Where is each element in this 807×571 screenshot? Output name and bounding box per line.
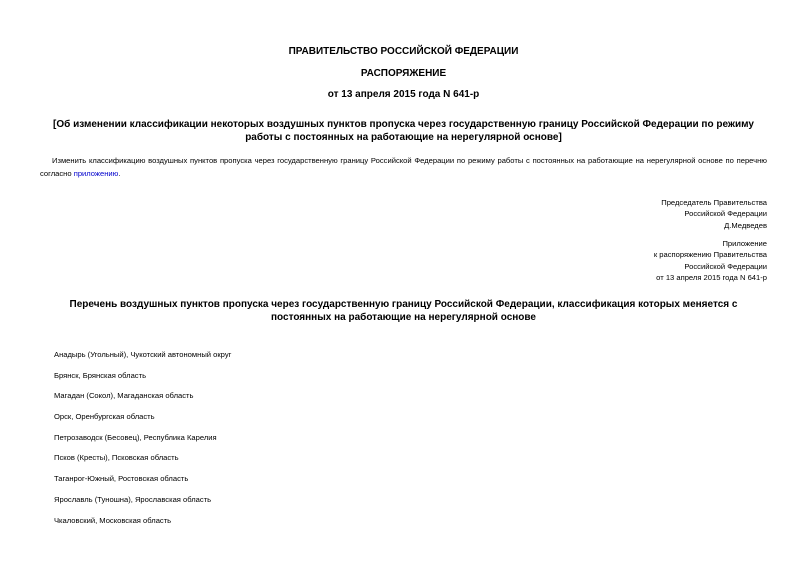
signature-country: Российской Федерации <box>684 209 767 219</box>
document-title: [Об изменении классификации некоторых воздушных пунктов пропуска через государственную границу Российской Федерации по режиму работы с постоянных на работающие на нерегулярной основе] <box>53 119 754 143</box>
order-text-end: . <box>118 168 121 178</box>
order-text: Изменить классификацию воздушных пунктов пропуска через государственную границу Российской Федерации по режиму работы с постоянных на работающие на нерегулярной основе по перечню согласно <box>40 156 767 178</box>
annex-reference: к распоряжению Правительства <box>653 250 767 260</box>
annex-date: от 13 апреля 2015 года N 641-р <box>656 272 767 282</box>
signature-block <box>661 197 767 231</box>
order-paragraph <box>40 155 767 180</box>
list-item: Чкаловский, Московская область <box>54 515 172 525</box>
government-heading: ПРАВИТЕЛЬСТВО РОССИЙСКОЙ ФЕДЕРАЦИИ <box>288 46 519 57</box>
checkpoint-list <box>54 350 231 536</box>
signature-position: Председатель Правительства <box>661 198 767 207</box>
list-item: Псков (Кресты), Псковская область <box>54 453 179 463</box>
signature-name: Д.Медведев <box>724 220 767 230</box>
annex-country: Российской Федерации <box>684 261 767 271</box>
document-type-heading: РАСПОРЯЖЕНИЕ <box>360 68 447 79</box>
list-item: Ярославль (Туношна), Ярославская область <box>54 494 212 504</box>
list-item: Магадан (Сокол), Магаданская область <box>54 391 194 401</box>
annex-header <box>654 238 767 283</box>
list-item: Анадырь (Угольный), Чукотский автономный округ <box>54 350 232 359</box>
list-item: Таганрог-Южный, Ростовская область <box>54 474 189 484</box>
list-title: Перечень воздушных пунктов пропуска через государственную границу Российской Федерации, классификация которых меняется с постоянных на работающие на нерегулярной основе <box>69 299 738 323</box>
list-item: Орск, Оренбургская область <box>54 412 155 422</box>
annex-label: Приложение <box>722 239 767 248</box>
annex-link[interactable]: приложению <box>73 168 119 178</box>
list-item: Петрозаводск (Бесовец), Республика Карелия <box>54 432 217 442</box>
list-item: Брянск, Брянская область <box>54 370 147 380</box>
document-date-number: от 13 апреля 2015 года N 641-р <box>327 89 480 100</box>
